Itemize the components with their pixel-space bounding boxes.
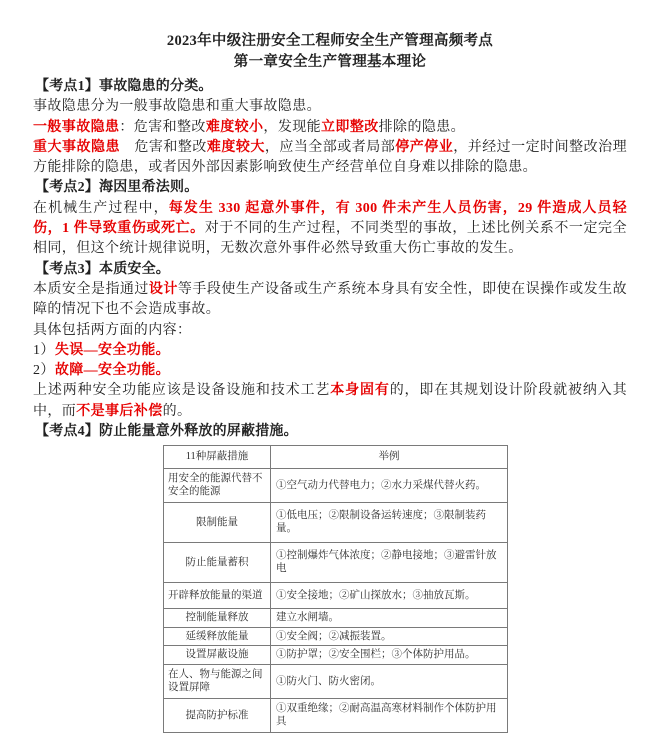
table-row [164,698,508,732]
measure-cell: 限制能量 [164,502,271,542]
section-heading [33,260,627,280]
text-segment: 【考点3】本质安全。 [35,261,170,277]
paragraph [33,341,627,361]
table-row [164,664,508,698]
text-segment: 具体包括两方面的内容： [33,322,192,338]
doc-subtitle: 第一章安全生产管理基本理论 [233,54,427,70]
measure-cell: 控制能量释放 [164,609,271,628]
paragraph [33,138,627,179]
highlighted-text: 失误—安全功能。 [54,342,171,358]
highlighted-text: 重大事故隐患 [33,139,120,155]
text-segment: 排除的隐患。 [378,119,466,135]
highlighted-text: 一般事故隐患 [33,119,120,135]
measure-cell: 延缓释放能量 [164,627,271,646]
table-row [164,468,508,502]
section-heading [33,77,627,97]
highlighted-text: 立即整改 [321,119,379,135]
example-cell: ①控制爆炸气体浓度；②静电接地；③避雷针放电 [271,542,508,582]
highlighted-text: 本身固有 [330,383,390,399]
example-cell: 建立水闸墙。 [271,609,508,628]
text-segment: 的。 [162,403,192,419]
highlighted-text: 故障—安全功能。 [54,363,171,379]
paragraph [33,321,627,341]
paragraph [33,280,627,321]
text-segment: 【考点2】海因里希法则。 [35,180,199,196]
text-segment: ，发现能 [263,119,322,135]
text-segment: 1） [33,342,55,358]
text-segment: 对于不同的生产过程，不同类型的事故，上述比例关系不一定完全相同，但这个统计规律说明，无数次意外事件必然导致重大伤亡事故的发生。 [33,221,627,257]
text-segment: 上述两种安全功能应该是设备设施和技术工艺 [33,383,331,399]
section-heading [33,422,627,442]
text-segment: 【考点4】防止能量意外释放的屏蔽措施。 [35,424,298,440]
measure-cell: 防止能量蓄积 [164,542,271,582]
text-segment: 事故隐患分为一般事故隐患和重大事故隐患。 [33,99,321,115]
table-header-row [164,446,508,469]
measure-cell: 开辟释放能量的渠道 [164,582,271,609]
table-header-measure: 11种屏蔽措施 [164,446,271,469]
highlighted-text: 设计 [148,281,178,297]
text-segment: 2） [33,363,55,379]
doc-title: 2023年中级注册安全工程师安全生产管理高频考点 [166,33,494,49]
example-cell: ①防护罩；②安全围栏；③个体防护用品。 [271,646,508,665]
measure-cell: 提高防护标准 [164,698,271,732]
text-segment: 的，即在其规划设计阶段就被纳入其中，而 [33,383,628,419]
table-header-example: 举例 [271,446,508,469]
table-row [164,609,508,628]
measure-cell: 设置屏蔽设施 [164,646,271,665]
document-body [33,77,627,442]
example-cell: ①安全阀；②减振装置。 [271,627,508,646]
measure-cell: 在人、物与能源之间设置屏障 [164,664,271,698]
text-segment: 危害和整改 [119,139,207,155]
highlighted-text: 不是事后补偿 [76,403,163,419]
text-segment: 【考点1】事故隐患的分类。 [35,79,213,94]
text-segment: 等手段使生产设备或生产系统本身具有安全性，即使在误操作或发生故障的情况下也不会造成事故。 [33,281,627,318]
text-segment: ：危害和整改 [119,119,206,135]
highlighted-text: 难度较大 [206,139,265,155]
section-heading [33,178,627,198]
measure-cell: 用安全的能源代替不安全的能源 [164,468,271,502]
table-row [164,582,508,609]
paragraph [33,118,627,138]
highlighted-text: 难度较小 [205,119,264,135]
text-segment: 在机械生产过程中， [33,200,169,216]
paragraph [33,361,627,381]
text-segment: ，应当全部或者局部 [264,139,396,155]
table-row [164,646,508,665]
table-row [164,542,508,582]
example-cell: ①低电压；②限制设备运转速度；③限制装药量。 [271,502,508,542]
paragraph [33,97,627,117]
example-cell: ①双重绝缘；②耐高温高寒材料制作个体防护用具 [271,698,508,732]
text-segment: 本质安全是指通过 [33,281,149,297]
highlighted-text: 每发生 330 起意外事件，有 300 件未产生人员伤害，29 件造成人员轻伤，1 件导致重伤或死亡。 [33,200,627,237]
text-segment: ，并经过一定时间整改治理方能排除的隐患，或者因外部因素影响致使生产经营单位自身难以排除的隐患。 [33,139,627,176]
paragraph [33,381,627,422]
example-cell: ①防火门、防火密闭。 [271,664,508,698]
highlighted-text: 停产停业 [395,139,454,155]
paragraph [33,199,627,260]
table-row [164,627,508,646]
table-row [164,502,508,542]
example-cell: ①安全接地；②矿山探放水；③抽放瓦斯。 [271,582,508,609]
shielding-measures-table [163,445,508,733]
example-cell: ①空气动力代替电力；②水力采煤代替火药。 [271,468,508,502]
